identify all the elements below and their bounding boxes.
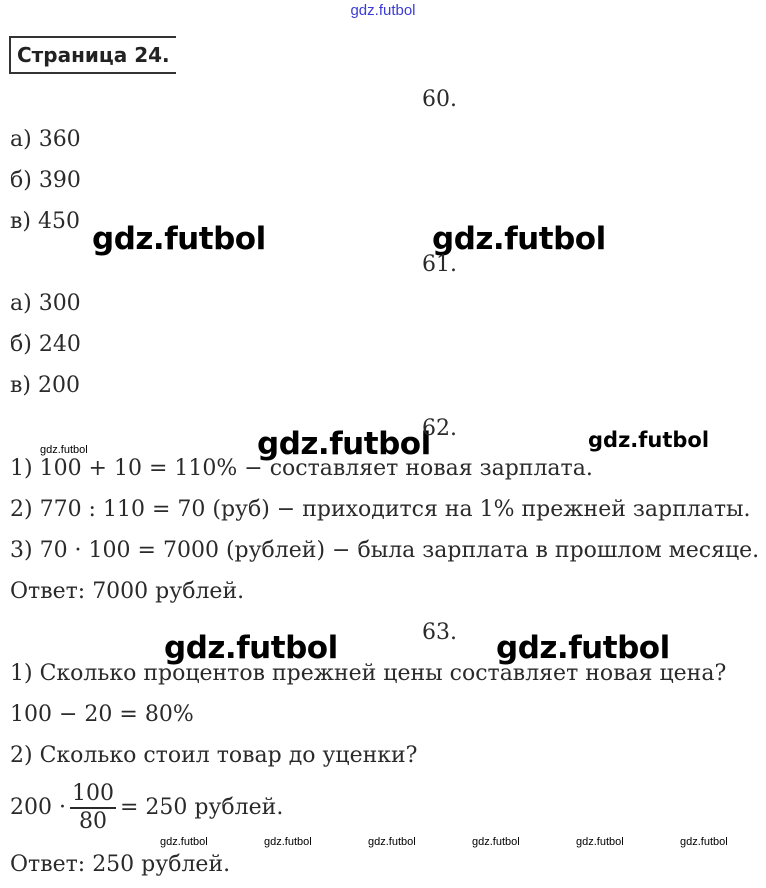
- problem-62-line-1: 1) 100 + 10 = 110% − составляет новая зарплата.: [10, 456, 593, 481]
- page-label: Страница 24.: [9, 36, 176, 74]
- problem-61-line-b: б) 240: [10, 332, 81, 357]
- watermark-small: gdz.futbol: [680, 836, 728, 848]
- watermark-small: gdz.futbol: [576, 836, 624, 848]
- problem-63-answer: Ответ: 250 рублей.: [10, 852, 231, 877]
- problem-63-formula: [10, 781, 283, 835]
- watermark-small: gdz.futbol: [160, 836, 208, 848]
- problem-63-line-2: 100 − 20 = 80%: [10, 702, 194, 727]
- watermark-top: gdz.futbol: [350, 2, 416, 19]
- formula-denominator: 80: [78, 809, 107, 834]
- problem-63-line-1: 1) Сколько процентов прежней цены составляет новая цена?: [10, 661, 727, 686]
- watermark-big: gdz.futbol: [432, 221, 606, 257]
- problem-62-line-3: 3) 70 · 100 = 7000 (рублей) − была зарплата в прошлом месяце.: [10, 538, 760, 563]
- watermark-big: gdz.futbol: [164, 630, 338, 666]
- problem-63-line-3: 2) Сколько стоил товар до уценки?: [10, 743, 418, 768]
- formula-suffix: = 250 рублей.: [119, 795, 284, 820]
- problem-61-number: 61.: [422, 252, 457, 277]
- problem-60-line-b: б) 390: [10, 168, 81, 193]
- problem-60-line-c: в) 450: [10, 209, 80, 234]
- watermark-small: gdz.futbol: [264, 836, 312, 848]
- watermark-big: gdz.futbol: [257, 426, 431, 462]
- problem-61-line-c: в) 200: [10, 373, 80, 398]
- problem-61-line-a: а) 300: [10, 291, 81, 316]
- watermark-big: gdz.futbol: [92, 221, 266, 257]
- problem-63-number: 63.: [422, 620, 457, 645]
- watermark-small: gdz.futbol: [40, 444, 88, 456]
- formula-fraction: [70, 781, 116, 835]
- watermark-big: gdz.futbol: [496, 630, 670, 666]
- watermark-medium: gdz.futbol: [588, 428, 710, 452]
- problem-62-number: 62.: [422, 416, 457, 441]
- problem-60-line-a: а) 360: [10, 127, 81, 152]
- formula-numerator: 100: [71, 781, 114, 806]
- problem-62-line-2: 2) 770 : 110 = 70 (руб) − приходится на 1% прежней зарплаты.: [10, 497, 751, 522]
- formula-prefix: 200 ·: [10, 795, 66, 820]
- watermark-small: gdz.futbol: [472, 836, 520, 848]
- problem-60-number: 60.: [422, 87, 457, 112]
- watermark-small: gdz.futbol: [368, 836, 416, 848]
- problem-62-answer: Ответ: 7000 рублей.: [10, 579, 245, 604]
